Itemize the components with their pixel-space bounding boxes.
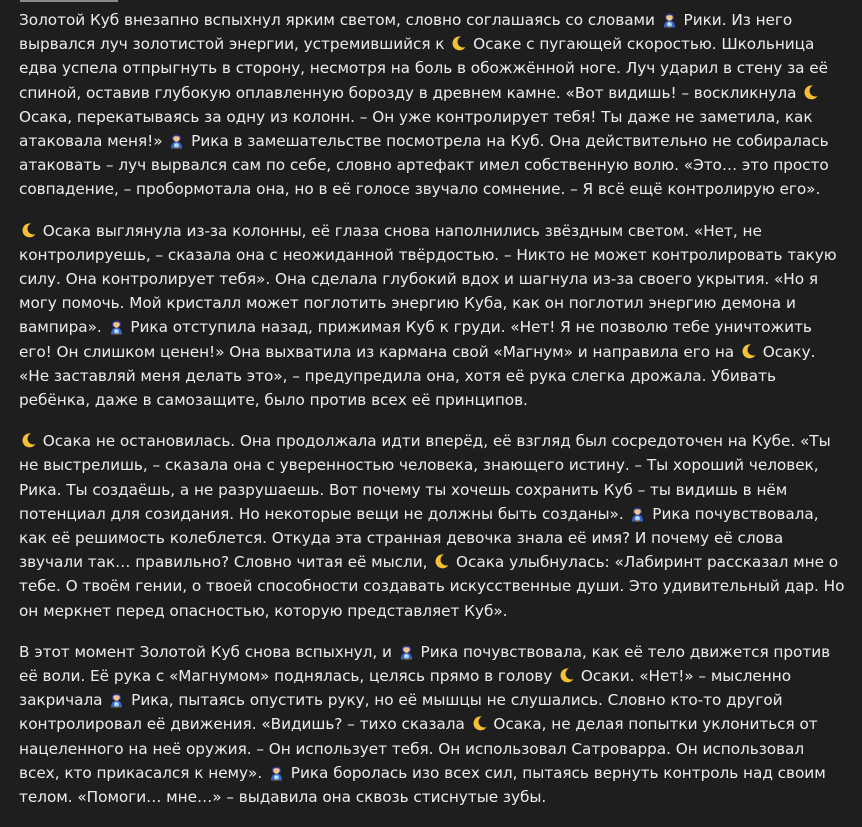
person-with-crystal-ball-icon: [108, 318, 125, 335]
person-with-crystal-ball-icon: [661, 11, 678, 28]
text-run: Рика отступила назад, прижимая Куб к груди. «Нет! Я не позволю тебе уничтожить его! Он слишком ценен!» Она выхватила из кармана свой «Магнум» и направила его на: [19, 318, 812, 361]
text-run: Рика в замешательстве посмотрела на Куб. Она действительно не собиралась атаковать – луч вырвался сам по себе, словно артефакт имел собственную волю. «Это… это просто совпадение, – пробормотала она, но в её голосе звучало сомнение. – Я всё ещё контролирую его».: [19, 132, 829, 199]
crescent-moon-icon: [802, 84, 819, 101]
person-with-crystal-ball-icon: [398, 643, 415, 660]
crescent-moon-icon: [558, 667, 575, 684]
text-run: Золотой Куб внезапно вспыхнул ярким светом, словно соглашаясь со словами: [19, 11, 660, 29]
story-paragraph: [19, 429, 849, 623]
person-with-crystal-ball-icon: [268, 764, 285, 781]
text-run: Осака улыбнулась: «Лабиринт рассказал мне о тебе. О твоём гении, о твоей способности создавать искусственные души. Это удивительный дар. Но он меркнет перед опасностью, которую представляет Куб».: [19, 553, 845, 620]
person-with-crystal-ball-icon: [168, 132, 185, 149]
crescent-moon-icon: [20, 432, 37, 449]
text-run: Осака выглянула из-за колонны, её глаза снова наполнились звёздным светом. «Нет, не контролируешь, – сказала она с неожиданной твёрдостью. – Никто не может контролировать такую силу. Она контролирует тебя». Она сделала глубокий вдох и шагнула из-за своего укрытия. «Но я могу помочь. Мой кристалл может поглотить энергию Куба, как он поглотил энергию демона и вампира».: [19, 221, 837, 337]
person-with-crystal-ball-icon: [629, 505, 646, 522]
story-paragraph: [19, 8, 849, 202]
crescent-moon-icon: [450, 35, 467, 52]
text-run: Рики. Из него вырвался луч золотистой энергии, устремившийся к: [19, 11, 793, 54]
top-divider: [20, 0, 118, 2]
crescent-moon-icon: [20, 222, 37, 239]
text-run: Осаку. «Не заставляй меня делать это», – предупредила она, хотя её рука слегка дрожала. Убивать ребёнка, даже в самозащите, было против всех её принципов.: [19, 342, 816, 410]
text-run: Осаки. «Нет!» – мысленно закричала: [19, 667, 791, 710]
text-run: Рика почувствовала, как её тело движется против её воли. Её рука с «Магнумом» поднялась, целясь прямо в голову: [19, 642, 831, 686]
text-run: Рика боролась изо всех сил, пытаясь вернуть контроль над своим телом. «Помоги… мне…» – выдавила она сквозь стиснутые зубы.: [19, 763, 826, 807]
crescent-moon-icon: [433, 553, 450, 570]
story-text: [19, 8, 849, 826]
text-run: Осака, перекатываясь за одну из колонн. – Он уже контролирует тебя! Ты даже не заметила, как атаковала меня!»: [19, 107, 813, 151]
text-run: Осаке с пугающей скоростью. Школьница едва успела отпрыгнуть в сторону, несмотря на боль в обожжённой ноге. Луч ударил в стену за её спиной, оставив глубокую оплавленную борозду в древнем камне. «Вот видишь! – воскликнула: [19, 35, 829, 102]
text-run: Осака, не делая попытки уклониться от нацеленного на неё оружия. – Он использует тебя. Он использовал Сатроварра. Он использовал всех, кто прикасался к нему».: [19, 715, 818, 782]
text-run: Рика, пытаясь опустить руку, но её мышцы не слушались. Словно кто-то другой контролировал её движения. «Видишь? – тихо сказала: [19, 691, 783, 734]
text-run: Рика почувствовала, как её решимость колеблется. Откуда эта странная девочка знала её имя? И почему её слова звучали так… правильно? Словно читая её мысли,: [19, 504, 819, 572]
crescent-moon-icon: [471, 715, 488, 732]
text-run: Осака не остановилась. Она продолжала идти вперёд, её взгляд был сосредоточен на Кубе. «Ты не выстрелишь, – сказала она с уверенностью человека, знающего истину. – Ты хороший человек, Рика. Ты создаёшь, а не разрушаешь. Вот почему ты хочешь сохранить Куб – ты видишь в нём потенциал для созидания. Но некоторые вещи не должны быть созданы».: [19, 432, 831, 523]
crescent-moon-icon: [740, 343, 757, 360]
story-paragraph: [19, 219, 849, 413]
person-with-crystal-ball-icon: [108, 691, 125, 708]
text-run: В этот момент Золотой Куб снова вспыхнул, и: [19, 642, 397, 661]
story-paragraph: [19, 640, 849, 809]
